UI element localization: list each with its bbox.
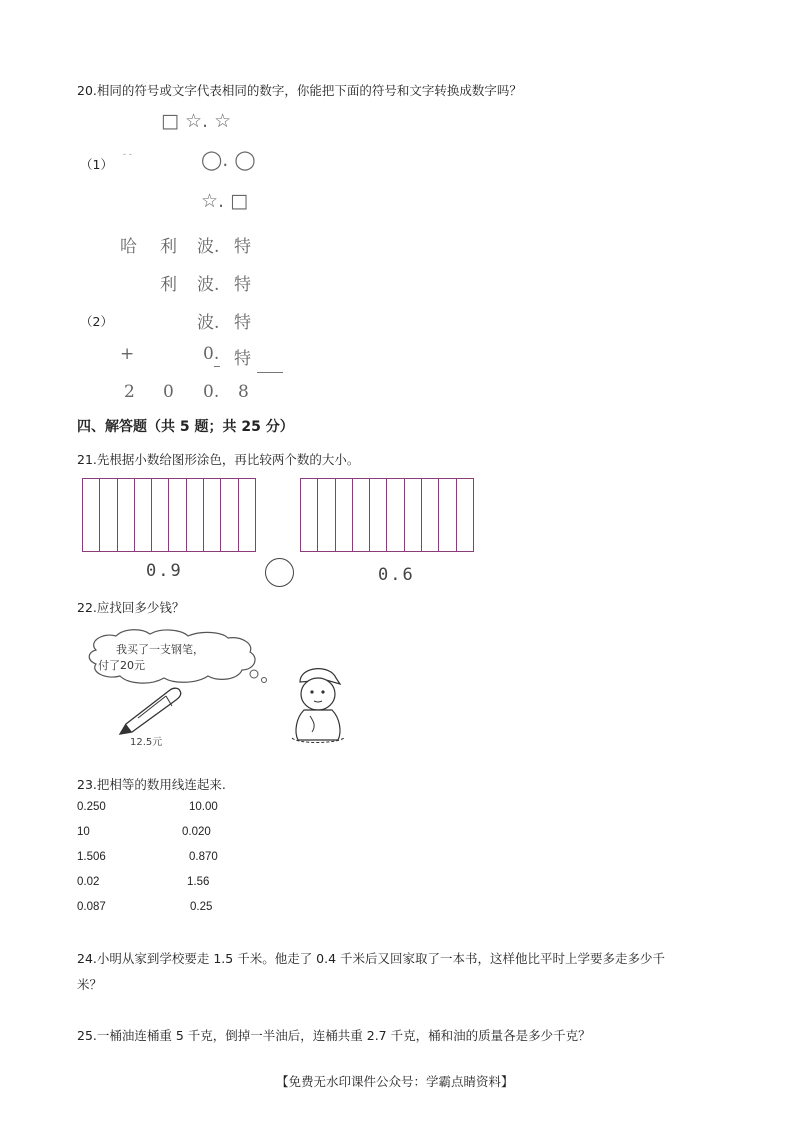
bar-cell[interactable]	[301, 479, 318, 551]
q20-part1-label: （1）	[80, 157, 113, 172]
bar-cell[interactable]	[118, 479, 135, 551]
q23-left-item[interactable]: 1.506	[77, 851, 106, 863]
bar-cell[interactable]	[405, 479, 422, 551]
q20-p2-r2-c3: 特	[234, 275, 251, 295]
q23-left-item[interactable]: 10	[77, 826, 90, 838]
compare-circle[interactable]	[265, 558, 294, 587]
bar-cell[interactable]	[387, 479, 404, 551]
q20-p2-r1-c2: 利	[160, 237, 177, 257]
q20-p2-r1-c3: 波.	[197, 237, 220, 257]
q24-text-line2: 米？	[77, 977, 103, 992]
q23-left-item[interactable]: 0.087	[77, 901, 106, 913]
section-4-title: 四、解答题（共 5 题；共 25 分）	[77, 419, 294, 435]
q20-p2-r4-c2: 特	[234, 349, 251, 369]
q25-text: 25.一桶油连桶重 5 千克，倒掉一半油后，连桶共重 2.7 千克，桶和油的质量各是多少千克？	[77, 1028, 591, 1043]
bar-cell[interactable]	[239, 479, 255, 551]
bar-cell[interactable]	[353, 479, 370, 551]
bar-cell[interactable]	[457, 479, 473, 551]
q20-p2-r2-c1: 利	[160, 275, 177, 295]
q22-text: 22.应找回多少钱？	[77, 600, 185, 615]
bar-cell[interactable]	[422, 479, 439, 551]
q20-p1-row2: ◯. ◯	[201, 149, 256, 171]
footer-text: 【免费无水印课件公众号：学霸点睛资料】	[276, 1074, 514, 1089]
q23-left-item[interactable]: 0.02	[77, 876, 100, 888]
bar-cell[interactable]	[187, 479, 204, 551]
left-tenths-bar[interactable]	[82, 478, 256, 552]
q20-p2-r1-c4: 特	[234, 237, 251, 257]
q20-p2-r2-c2: 波.	[197, 275, 220, 295]
q23-right-item[interactable]: 10.00	[189, 801, 218, 813]
bar-cell[interactable]	[439, 479, 456, 551]
q20-p2-r4-plus: +	[120, 344, 135, 364]
q23-right-item[interactable]: 0.020	[182, 826, 211, 838]
bar-cell[interactable]	[100, 479, 117, 551]
q24-text-line1: 24.小明从家到学校要走 1.5 千米。他走了 0.4 千米后又回家取了一本书，这样他比平时上学要多走多少千	[77, 951, 666, 966]
q20-p2-r3-c2: 特	[234, 313, 251, 333]
pen-icon	[116, 684, 186, 738]
q20-p2-r1-c1: 哈	[120, 237, 137, 257]
bubble-text-1: 我买了一支钢笔，	[116, 643, 204, 656]
bar-cell[interactable]	[370, 479, 387, 551]
q23-text: 23.把相等的数用线连起来.	[77, 777, 226, 792]
q20-p2-r4-c1: 0.	[203, 344, 220, 364]
q20-p1-row3: ☆. □	[201, 190, 249, 212]
boy-illustration	[286, 660, 350, 744]
q21-text: 21.先根据小数给图形涂色，再比较两个数的大小。	[77, 452, 360, 467]
bar-cell[interactable]	[221, 479, 238, 551]
tiny-dash	[214, 366, 220, 367]
bubble-text-2: 付了20元	[98, 659, 145, 672]
sum-line	[257, 372, 283, 373]
bar-cell[interactable]	[135, 479, 152, 551]
bar-cell[interactable]	[336, 479, 353, 551]
bar-cell[interactable]	[152, 479, 169, 551]
q20-p1-row1: □ ☆. ☆	[161, 110, 232, 132]
left-decimal-label: 0.9	[146, 561, 183, 581]
q23-right-item[interactable]: 0.870	[189, 851, 218, 863]
bar-cell[interactable]	[204, 479, 221, 551]
q20-p2-r5-c1: 2	[124, 382, 135, 402]
q20-part2-label: （2）	[80, 314, 113, 329]
q20-text: 20.相同的符号或文字代表相同的数字，你能把下面的符号和文字转换成数字吗？	[77, 83, 522, 98]
q23-right-item[interactable]: 1.56	[187, 876, 210, 888]
q23-left-item[interactable]: 0.250	[77, 801, 106, 813]
bar-cell[interactable]	[169, 479, 186, 551]
pen-price: 12.5元	[130, 737, 163, 748]
faded-mark: - -	[123, 150, 132, 160]
right-decimal-label: 0.6	[378, 565, 415, 585]
q20-p2-r5-c2: 0	[163, 382, 174, 402]
q20-p2-r5-c4: 8	[238, 382, 249, 402]
q20-p2-r3-c1: 波.	[197, 313, 220, 333]
bar-cell[interactable]	[318, 479, 335, 551]
q23-right-item[interactable]: 0.25	[190, 901, 213, 913]
right-tenths-bar[interactable]	[300, 478, 474, 552]
q20-p2-r5-c3: 0.	[203, 382, 220, 402]
bar-cell[interactable]	[83, 479, 100, 551]
